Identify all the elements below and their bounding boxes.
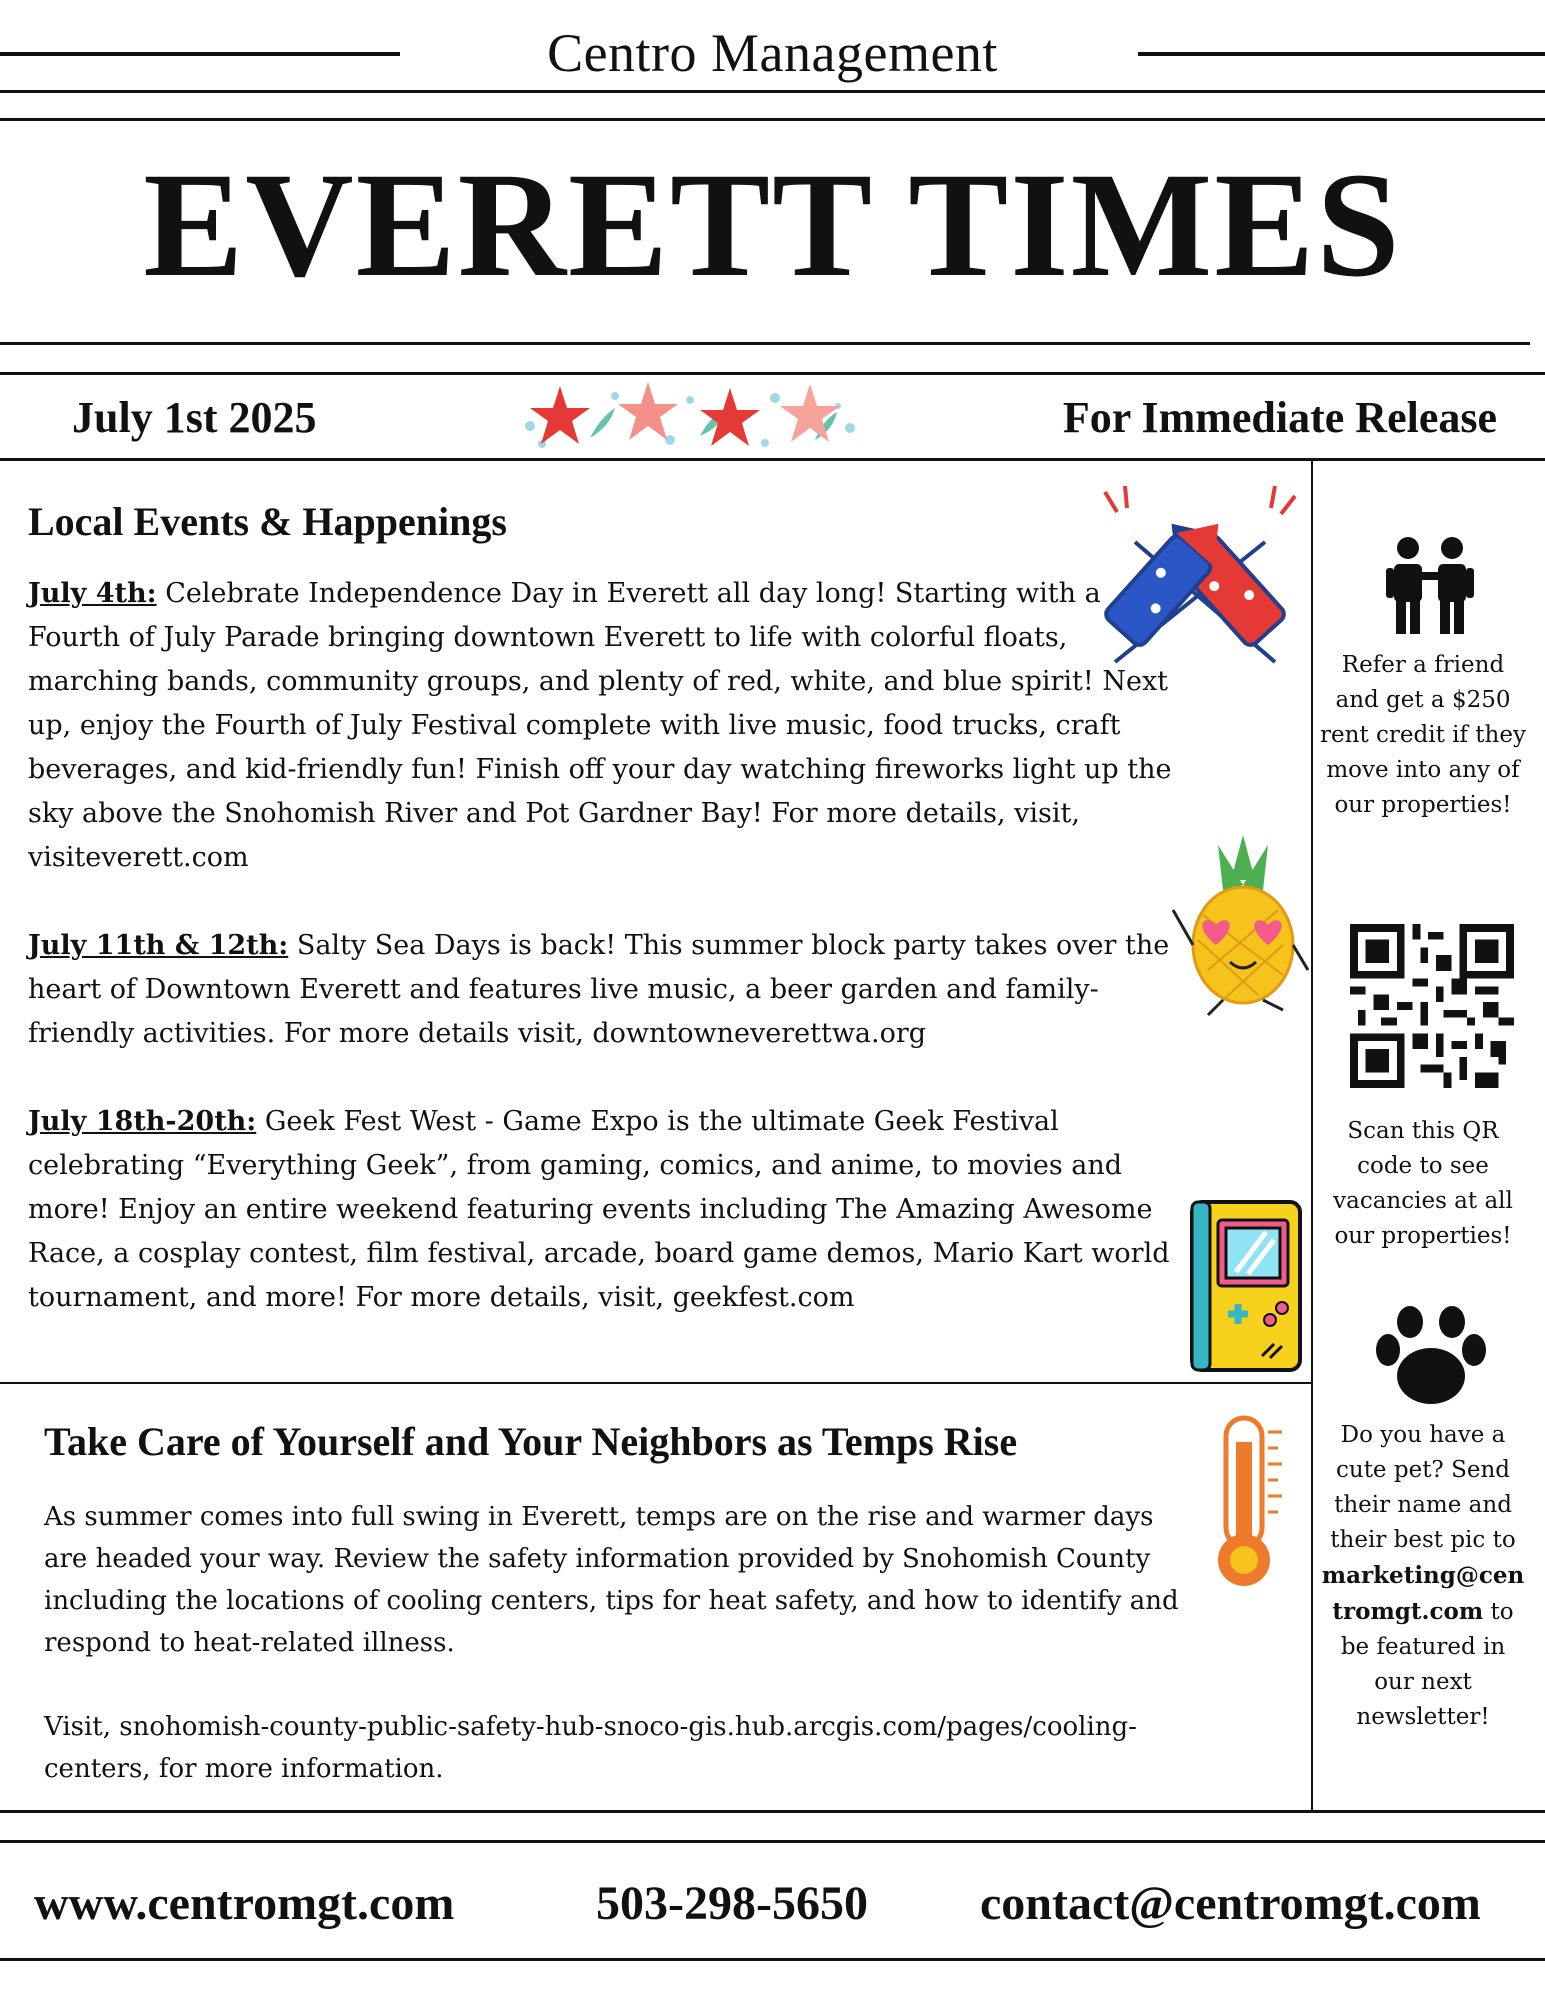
rule — [0, 458, 1545, 461]
event-description: Celebrate Independence Day in Everett all day long! Starting with a Fourth of July Parade bringing downtown Everett to life with colorful floats, marching bands, community groups, and plenty of red, white, and blue spirit! Next up, enjoy the Fourth of July Festival complete with live music, food trucks, craft beverages, and kid-friendly fun! Finish off your day watching fireworks light up the sky above the Snohomish River and Pot Gardner Bay! For more details, visit, visiteverett.com — [28, 578, 1172, 873]
pineapple-icon — [1168, 830, 1318, 1020]
event-description: Geek Fest West - Game Expo is the ultimate Geek Festival celebrating “Everything Geek”, from gaming, comics, and anime, to movies and more! Enjoy an entire weekend featuring events including The Amazing Awesome Race, a cosplay contest, film festival, arcade, board game demos, Mario Kart world tournament, and more! For more details, visit, geekfest.com — [28, 1106, 1170, 1313]
pet-text-intro: Do you have a cute pet? Send their name and their best pic to — [1330, 1422, 1516, 1553]
pet-feature-text — [1318, 1418, 1528, 1735]
pet-text-outro: to be featured in our next newsletter! — [1340, 1599, 1514, 1730]
event-july-4 — [28, 572, 1188, 880]
rule — [0, 1958, 1545, 1961]
issue-date: July 1st 2025 — [72, 393, 317, 442]
event-date-label: July 18th-20th: — [28, 1106, 257, 1137]
rule — [0, 90, 1545, 93]
cooling-centers-link-text: Visit, snohomish-county-public-safety-hub-snoco-gis.hub.arcgis.com/pages/cooling-centers, for more information. — [44, 1712, 1137, 1784]
section-divider — [0, 1382, 1311, 1384]
masthead-title: EVERETT TIMES — [143, 142, 1402, 308]
qr-vacancies-text: Scan this QR code to see vacancies at all our properties! — [1333, 1118, 1513, 1249]
two-people-referral-icon — [1380, 536, 1480, 636]
paw-print-icon — [1374, 1306, 1488, 1406]
qr-code[interactable] — [1350, 924, 1514, 1088]
footer-website[interactable]: www.centromgt.com — [34, 1877, 455, 1930]
column-divider — [1311, 460, 1313, 1810]
rule — [0, 1810, 1545, 1813]
firework-rockets-icon — [1095, 482, 1305, 672]
event-july-18-20 — [28, 1100, 1188, 1320]
events-list — [28, 572, 1188, 1364]
heat-safety-paragraph: As summer comes into full swing in Everett, temps are on the rise and warmer days are headed your way. Review the safety information provided by Snohomish County including the locations of cooling centers, tips for heat safety, and how to identify and respond to heat-related illness. — [44, 1502, 1179, 1658]
thermometer-icon — [1208, 1412, 1288, 1592]
referral-offer-text: Refer a friend and get a $250 rent credit if they move into any of our properties! — [1320, 652, 1526, 818]
events-heading: Local Events & Happenings — [28, 499, 507, 544]
starfish-garland-icon — [520, 378, 860, 458]
rule — [0, 372, 1545, 375]
event-description: Salty Sea Days is back! This summer block party takes over the heart of Downtown Everett and features live music, a beer garden and family-friendly activities. For more details visit, downtowneverettwa.org — [28, 930, 1170, 1049]
heat-safety-heading: Take Care of Yourself and Your Neighbors as Temps Rise — [44, 1419, 1018, 1464]
rule — [0, 118, 1545, 121]
event-july-11-12 — [28, 924, 1188, 1056]
footer-email[interactable]: contact@centromgt.com — [980, 1877, 1481, 1930]
pet-email-link[interactable]: marketing@centromgt.com — [1321, 1562, 1525, 1625]
company-name: Centro Management — [547, 23, 998, 83]
rule — [0, 342, 1530, 345]
rule — [0, 1840, 1545, 1843]
event-date-label: July 11th & 12th: — [28, 930, 289, 961]
event-date-label: July 4th: — [28, 578, 157, 609]
footer-phone[interactable]: 503-298-5650 — [596, 1877, 868, 1930]
handheld-game-console-icon — [1186, 1196, 1306, 1376]
release-notice: For Immediate Release — [1062, 393, 1497, 442]
heat-safety-body — [44, 1496, 1204, 1832]
